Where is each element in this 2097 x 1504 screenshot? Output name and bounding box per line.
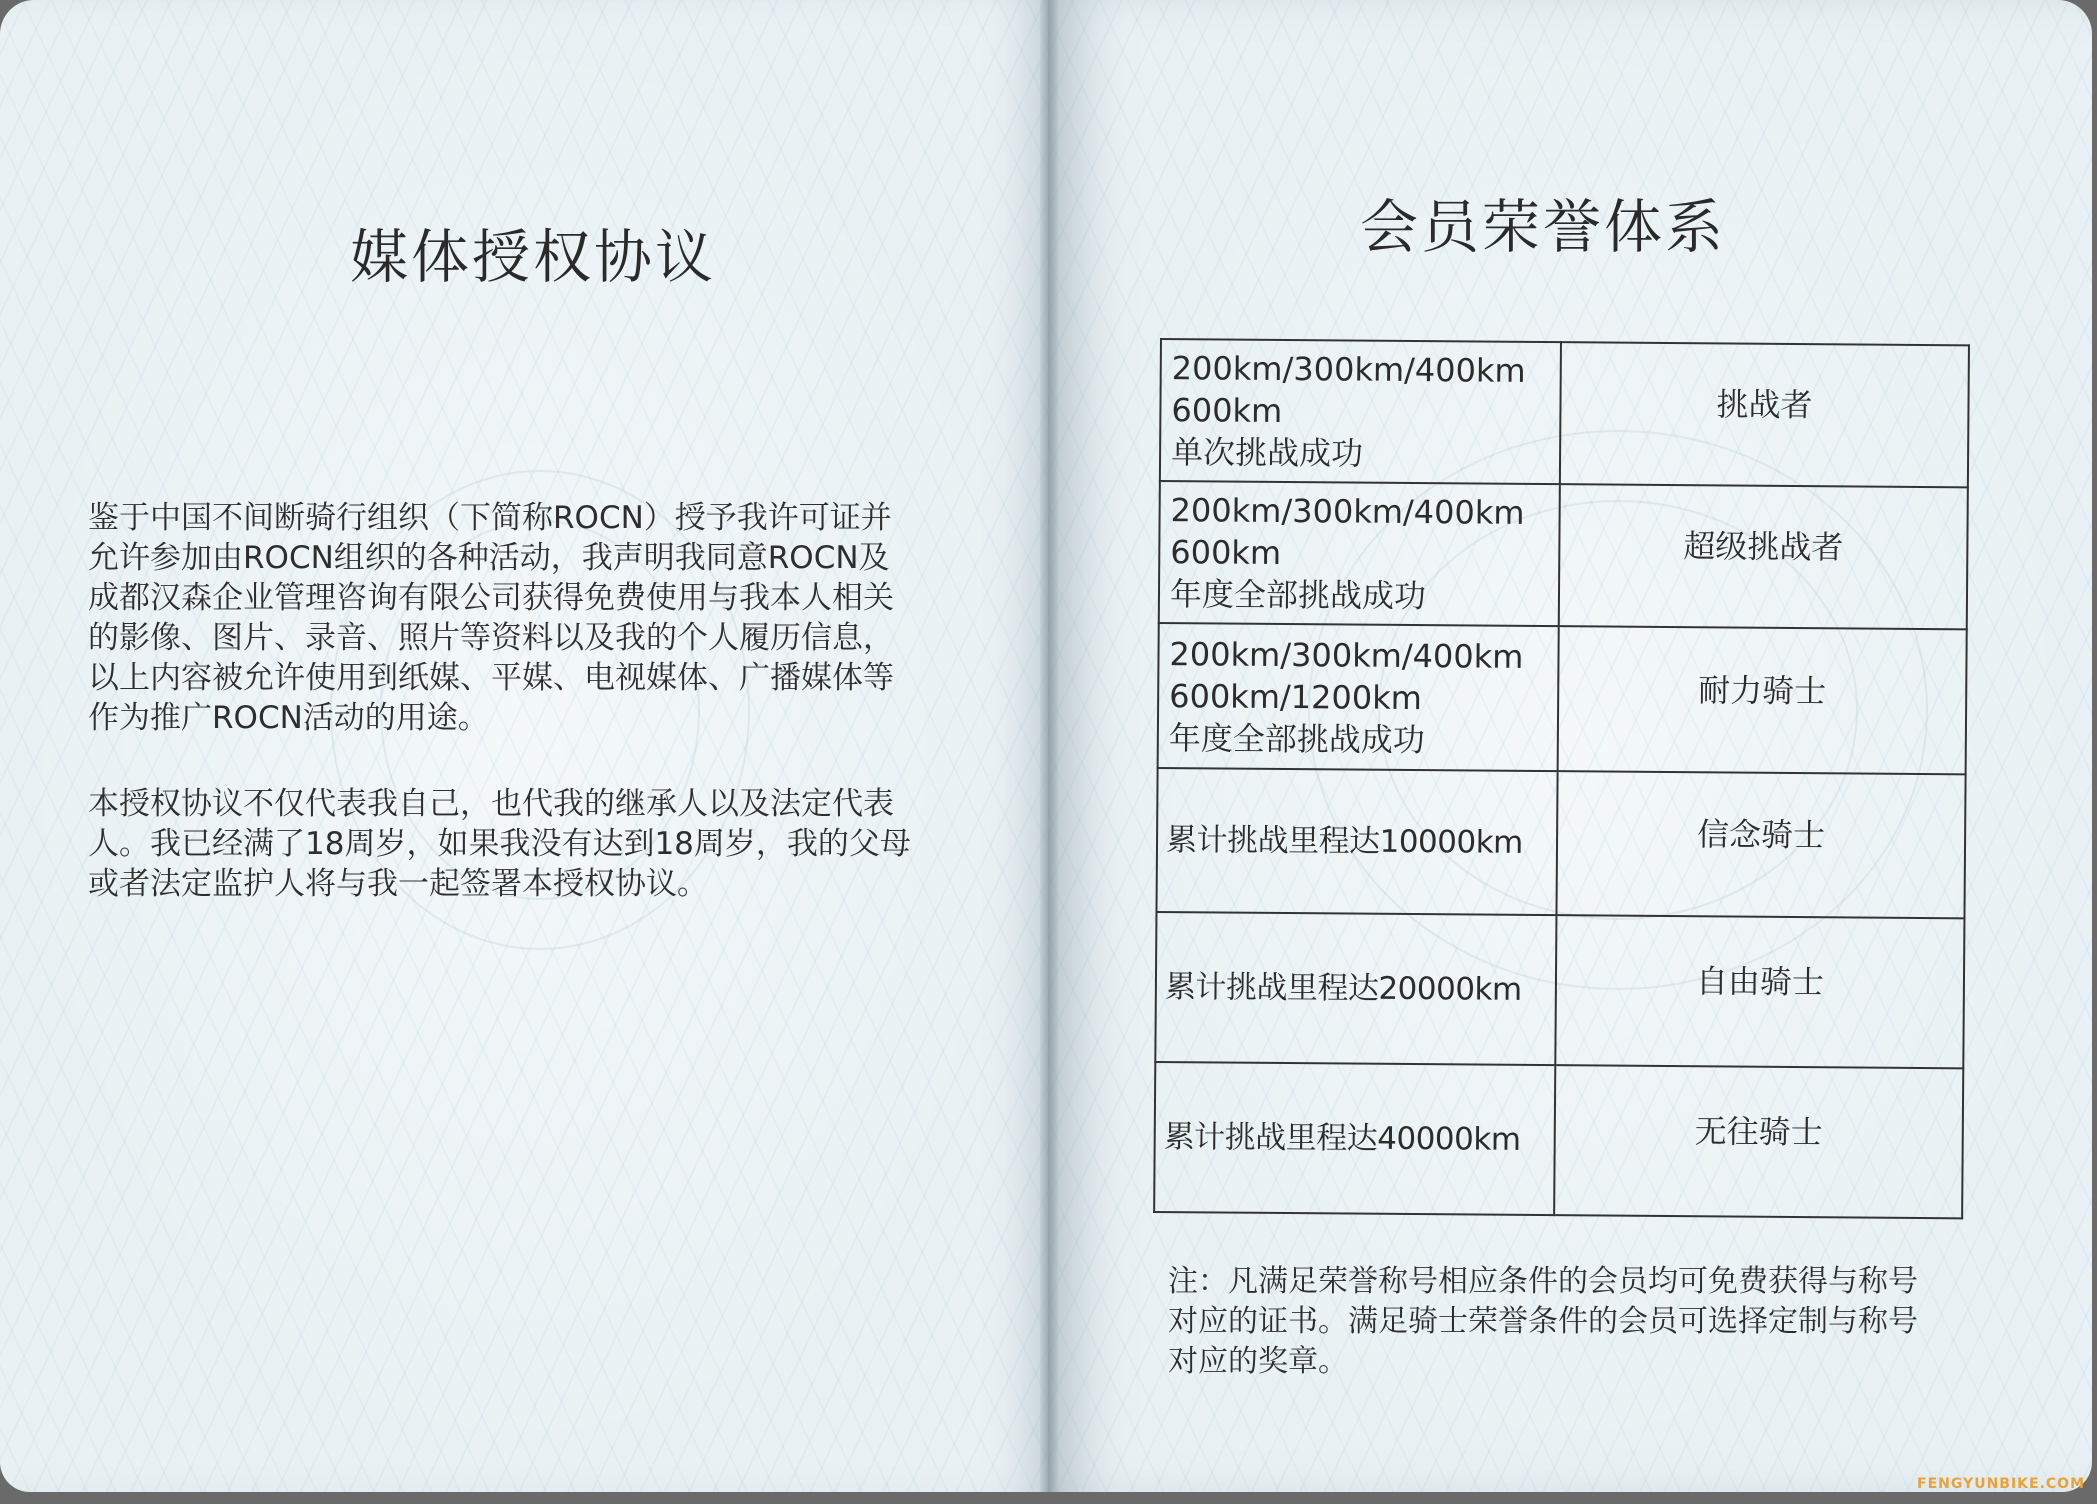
condition-line: 年度全部挑战成功 bbox=[1168, 718, 1426, 759]
condition-cell bbox=[1159, 481, 1560, 626]
table-row bbox=[1155, 912, 1964, 1068]
condition-cell bbox=[1158, 623, 1559, 771]
condition-line: 600km bbox=[1170, 533, 1282, 572]
honor-level: 超级挑战者 bbox=[1683, 527, 1844, 567]
note-line: 对应的奖章。 bbox=[1168, 1344, 1348, 1379]
table-row bbox=[1160, 339, 1969, 487]
table-row bbox=[1158, 623, 1967, 774]
condition-line: 200km/300km/400km bbox=[1169, 634, 1524, 676]
left-page bbox=[0, 0, 1048, 1492]
condition-line: 累计挑战里程达20000km bbox=[1164, 969, 1522, 1008]
honor-level-cell bbox=[1554, 1065, 1963, 1218]
honor-level: 挑战者 bbox=[1716, 385, 1813, 425]
honor-system-table bbox=[1153, 338, 1970, 1219]
honor-level-cell bbox=[1556, 771, 1965, 918]
honor-level-cell bbox=[1555, 915, 1964, 1068]
condition-line: 200km/300km/400km bbox=[1170, 491, 1525, 532]
condition-line: 年度全部挑战成功 bbox=[1169, 575, 1427, 616]
honor-level: 自由骑士 bbox=[1695, 962, 1825, 1002]
condition-cell bbox=[1154, 1062, 1555, 1215]
text-line: 允许参加由ROCN组织的各种活动，我声明我同意ROCN及 bbox=[88, 540, 890, 576]
text-line: 本授权协议不仅代表我自己，也代我的继承人以及法定代表 bbox=[88, 786, 894, 822]
page-title: 会员荣誉体系 bbox=[1360, 193, 1727, 261]
condition-line: 累计挑战里程达10000km bbox=[1165, 822, 1523, 861]
condition-cell bbox=[1156, 768, 1557, 915]
text-line: 成都汉森企业管理咨询有限公司获得免费使用与我本人相关 bbox=[88, 580, 894, 616]
table-row bbox=[1159, 481, 1968, 629]
agreement-paragraph-2 bbox=[88, 784, 911, 904]
table-row bbox=[1154, 1062, 1963, 1218]
honor-level-cell bbox=[1560, 342, 1969, 487]
honor-note bbox=[1168, 1262, 1918, 1382]
condition-line: 600km/1200km bbox=[1169, 676, 1423, 717]
book-gutter bbox=[1040, 0, 1058, 1492]
page-title: 媒体授权协议 bbox=[350, 223, 717, 291]
site-watermark: FENGYUNBIKE.COM bbox=[1917, 1476, 2085, 1492]
condition-line: 200km/300km/400km bbox=[1171, 349, 1526, 390]
note-line: 注：凡满足荣誉称号相应条件的会员均可免费获得与称号 bbox=[1168, 1264, 1918, 1299]
table-row bbox=[1156, 768, 1965, 918]
condition-line: 累计挑战里程达40000km bbox=[1163, 1119, 1521, 1158]
text-line: 的影像、图片、录音、照片等资料以及我的个人履历信息， bbox=[88, 620, 894, 656]
text-line: 人。我已经满了18周岁，如果我没有达到18周岁，我的父母 bbox=[88, 826, 911, 862]
text-line: 或者法定监护人将与我一起签署本授权协议。 bbox=[88, 866, 708, 902]
honor-level: 耐力骑士 bbox=[1698, 670, 1827, 710]
note-line: 对应的证书。满足骑士荣誉条件的会员可选择定制与称号 bbox=[1168, 1304, 1918, 1339]
text-line: 作为推广ROCN活动的用途。 bbox=[88, 700, 489, 736]
honor-level-cell bbox=[1558, 626, 1967, 774]
text-line: 以上内容被允许使用到纸媒、平媒、电视媒体、广播媒体等 bbox=[88, 660, 894, 696]
condition-line: 600km bbox=[1171, 391, 1283, 430]
text-line: 鉴于中国不间断骑行组织（下简称ROCN）授予我许可证并 bbox=[88, 500, 892, 536]
condition-cell bbox=[1160, 339, 1561, 484]
honor-level-cell bbox=[1559, 484, 1968, 629]
condition-cell bbox=[1155, 912, 1556, 1065]
honor-level: 无往骑士 bbox=[1694, 1112, 1823, 1152]
condition-line: 单次挑战成功 bbox=[1170, 433, 1364, 473]
agreement-paragraph-1 bbox=[88, 498, 894, 738]
honor-level: 信念骑士 bbox=[1696, 815, 1826, 855]
